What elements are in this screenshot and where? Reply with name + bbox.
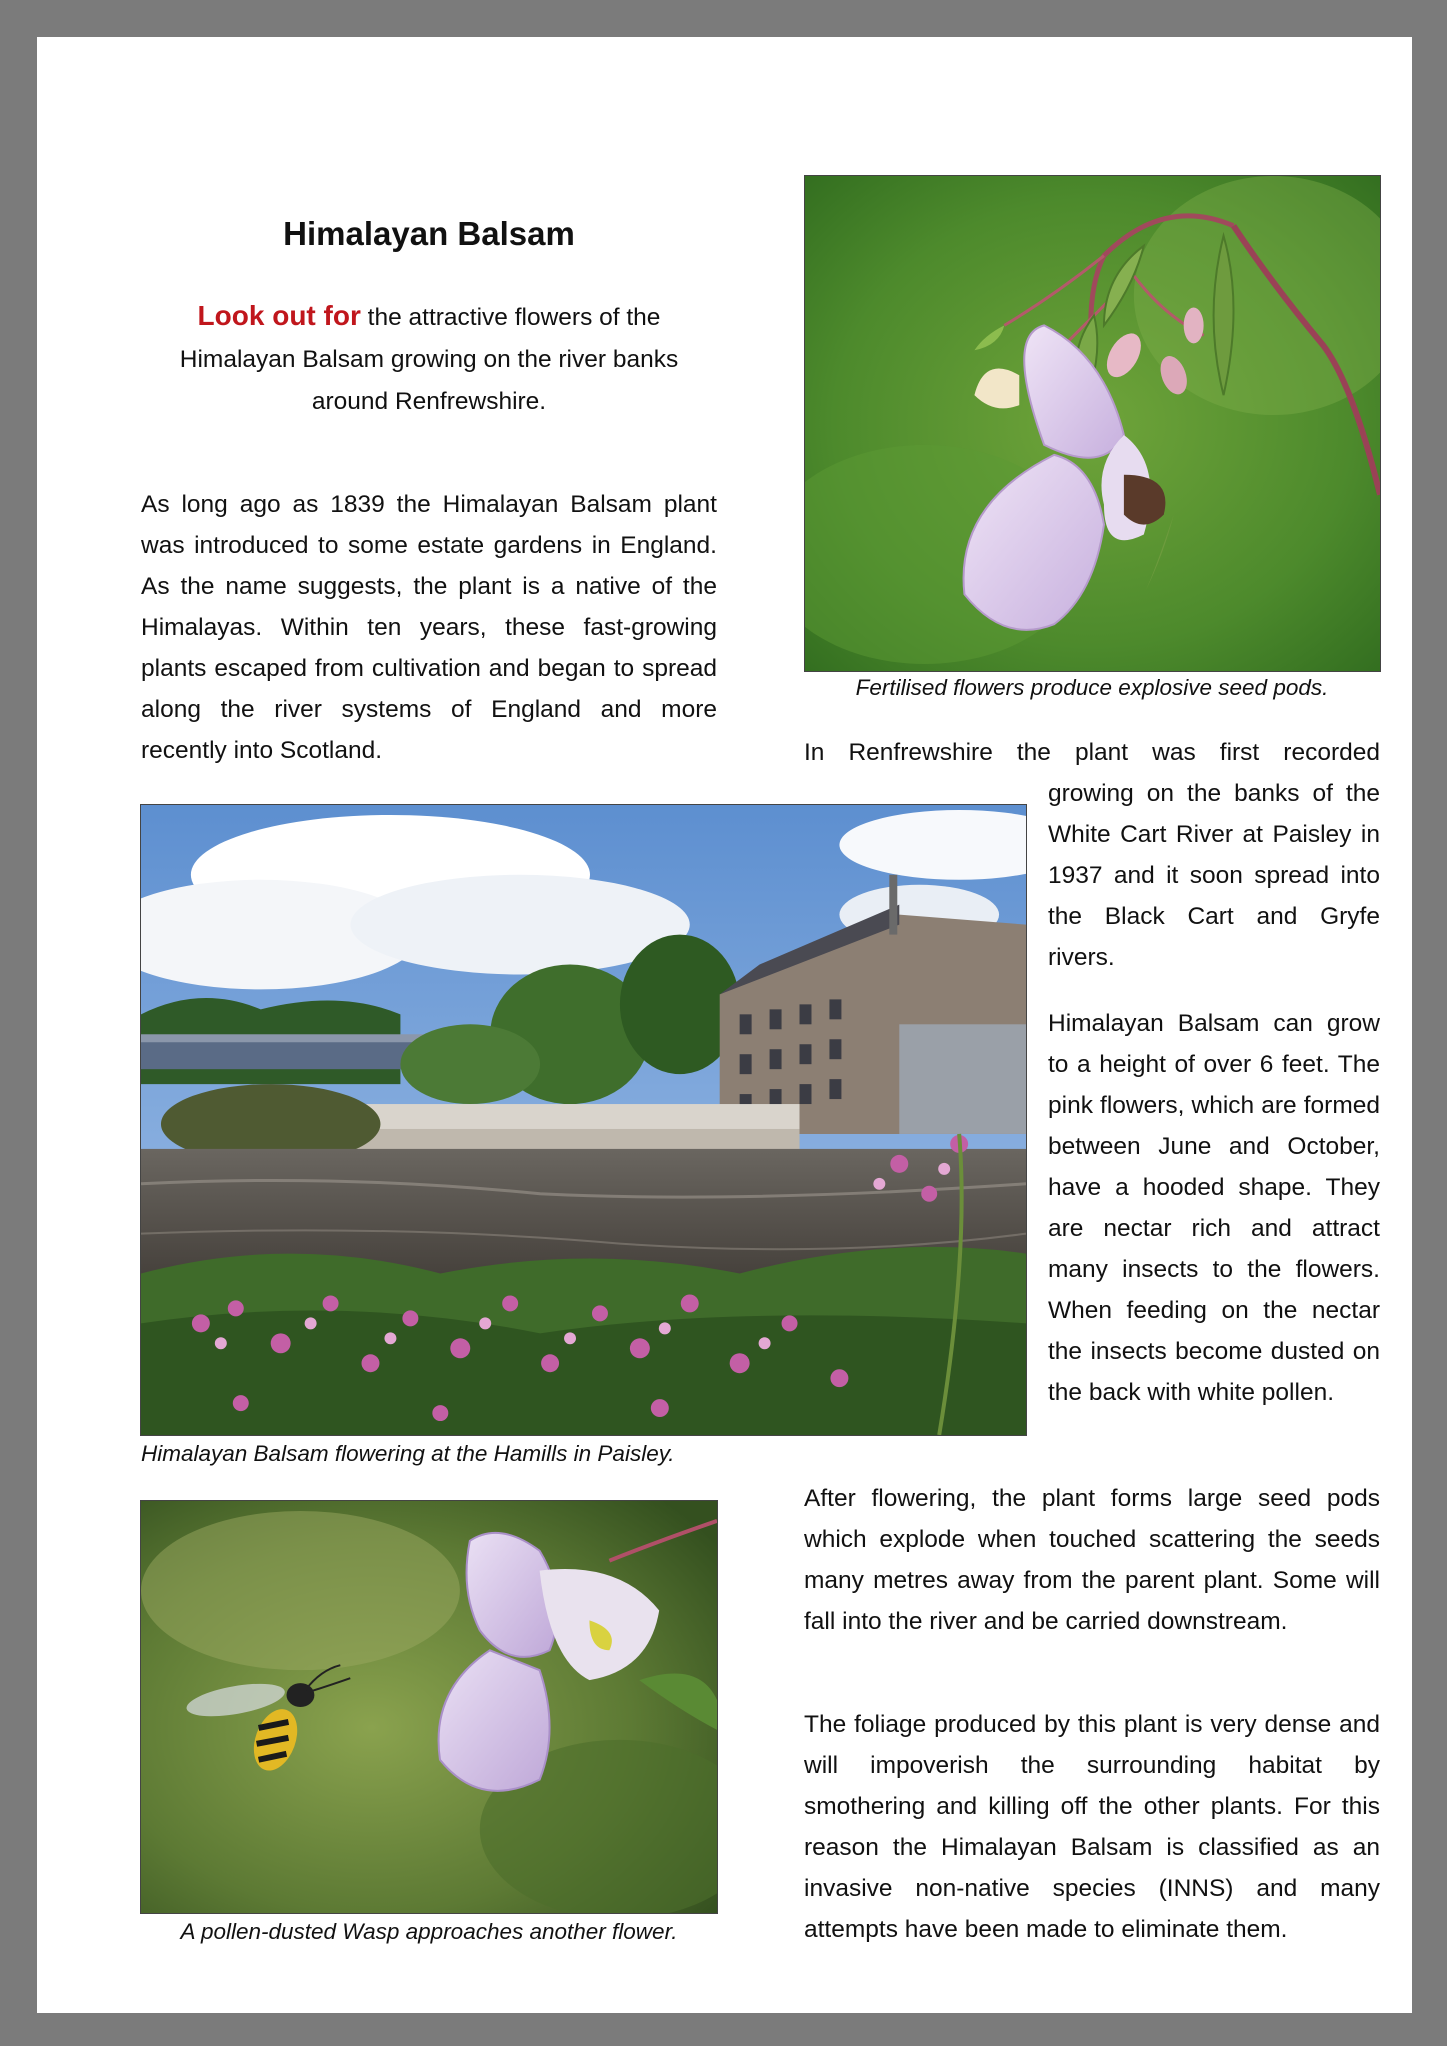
- hamills-caption: Himalayan Balsam flowering at the Hamills in Paisley.: [141, 1441, 675, 1466]
- paragraph-renfrewshire: growing on the banks of the White Cart River at Paisley in 1937 and it soon spread into the Black Cart and Gryfe rivers.: [1048, 780, 1380, 971]
- wasp-photo: [140, 1500, 718, 1914]
- paragraph-seed-pods: After flowering, the plant forms large seed pods which explode when touched scattering the seeds many metres away from the parent plant. Some will fall into the river and be carried downstream.: [804, 1485, 1380, 1635]
- document-page: [37, 37, 1412, 2013]
- wasp-caption: A pollen-dusted Wasp approaches another flower.: [180, 1919, 678, 1944]
- paragraph-foliage: The foliage produced by this plant is very dense and will impoverish the surrounding habitat by smothering and killing off the other plants. For this reason the Himalayan Balsam is classified as an invasive non-native species (INNS) and many attempts have been made to eliminate them.: [804, 1711, 1380, 1943]
- paragraph-growth: Himalayan Balsam can grow to a height of over 6 feet. The pink flowers, which are formed between June and October, have a hooded shape. They are nectar rich and attract many insects to the flowers. When feeding on the nectar the insects become dusted on the back with white pollen.: [1048, 1010, 1380, 1406]
- intro-accent: Look out for: [197, 300, 361, 331]
- seed-pods-caption: Fertilised flowers produce explosive seed pods.: [855, 675, 1329, 700]
- seed-pods-photo: [804, 175, 1381, 672]
- paragraph-renfrewshire-first-line: In Renfrewshire the plant was first recorded: [804, 739, 1380, 766]
- page-title: Himalayan Balsam: [283, 215, 575, 252]
- intro-rest: the attractive flowers of the Himalayan Balsam growing on the river banks around Renfrewshire.: [179, 304, 679, 415]
- hamills-river-photo: [140, 804, 1027, 1436]
- intro-text: [141, 295, 717, 423]
- paragraph-history: As long ago as 1839 the Himalayan Balsam plant was introduced to some estate gardens in England. As the name suggests, the plant is a native of the Himalayas. Within ten years, these fast-growing plants escaped from cultivation and began to spread along the river systems of England and more recently into Scotland.: [141, 491, 717, 764]
